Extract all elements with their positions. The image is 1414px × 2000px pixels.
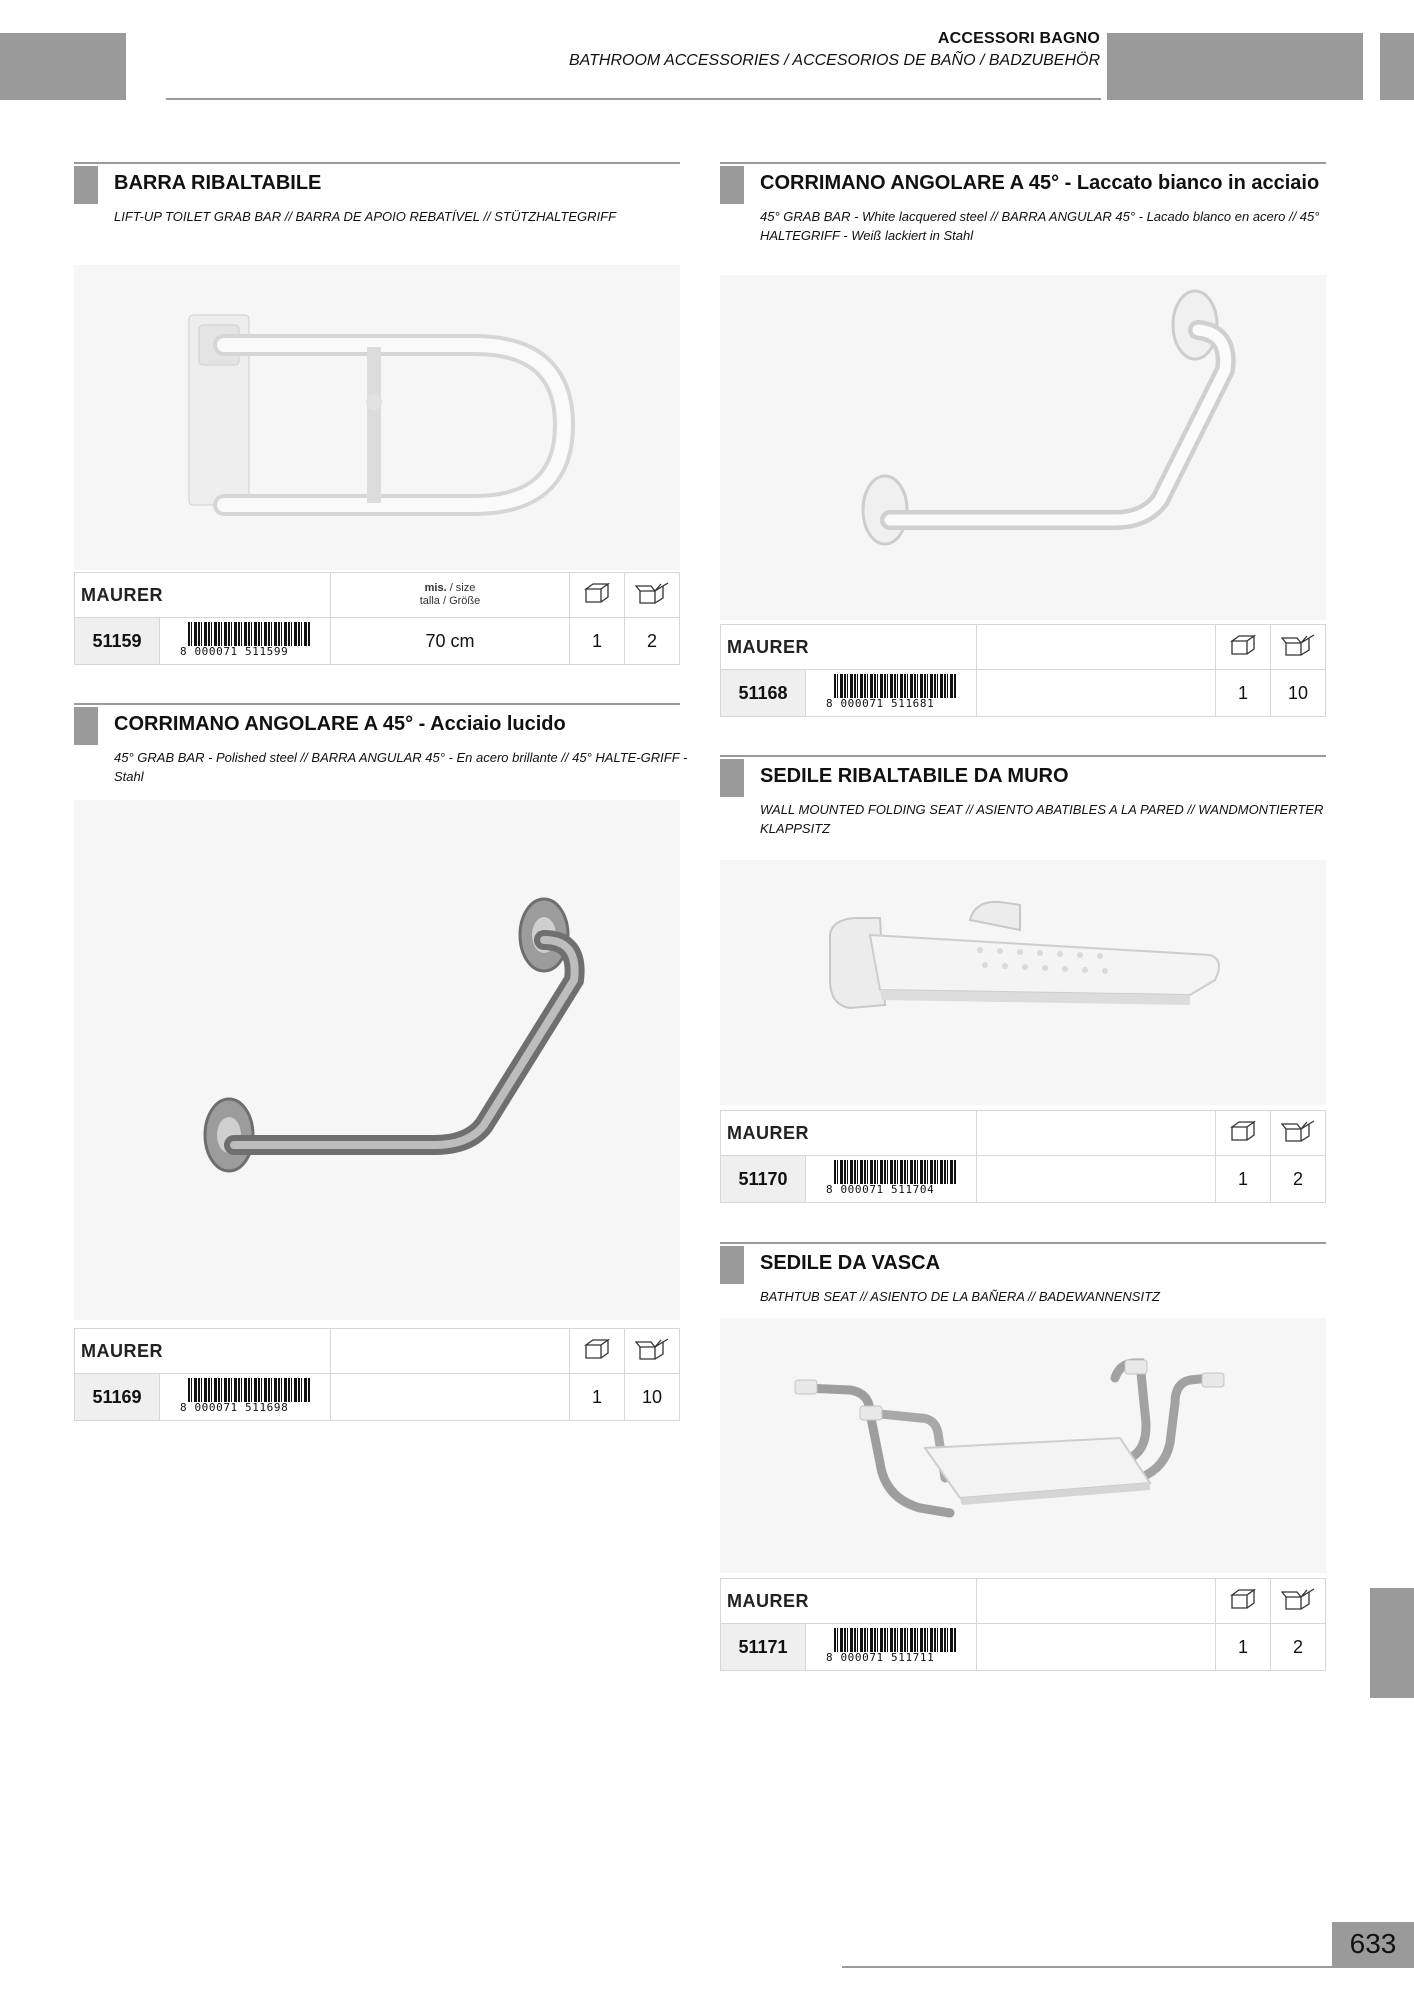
ean-number: 8 000071 511698 [180,1401,289,1414]
right-edge-tab [1370,1588,1414,1698]
size-column-header [977,1579,1216,1624]
section-rule [720,1242,1326,1244]
product-table-51170 [720,1110,1326,1203]
header-right-tab [1107,33,1363,100]
brand-logo: MAURER [721,625,977,670]
barcode-bars [834,674,956,698]
section-marker [720,166,744,204]
lift-up-grab-bar-illustration [74,265,680,570]
section-marker [74,166,98,204]
qty-single: 1 [570,618,625,665]
ean-number: 8 000071 511599 [180,645,289,658]
size-column-header [331,1329,570,1374]
product-size: 70 cm [331,618,570,665]
section-rule [720,755,1326,757]
product-code: 51171 [721,1624,806,1671]
product-code: 51169 [75,1374,160,1421]
product-image-51168 [720,275,1326,620]
open-box-icon [1271,625,1326,670]
product-subtitle: LIFT-UP TOILET GRAB BAR // BARRA DE APOIO REBATÍVEL // STÜTZHALTEGRIFF [114,209,617,224]
box-icon [570,1329,625,1374]
product-title: SEDILE DA VASCA [760,1252,941,1274]
product-section-51159 [74,162,680,222]
product-table-51159 [74,572,680,665]
header-rule [166,98,1101,100]
barcode-bars [188,622,310,646]
product-code: 51159 [75,618,160,665]
open-box-icon [625,573,680,618]
product-code: 51168 [721,670,806,717]
product-code: 51170 [721,1156,806,1203]
qty-pack: 2 [1271,1156,1326,1203]
qty-single: 1 [1216,1624,1271,1671]
product-subtitle: WALL MOUNTED FOLDING SEAT // ASIENTO ABATIBLES A LA PARED // WANDMONTIERTER KLAPPSITZ [760,802,1324,836]
open-box-icon [1271,1111,1326,1156]
header-edge-tab [1380,33,1414,100]
ean-barcode [806,1624,977,1671]
product-section-51170 [720,755,1326,835]
product-table-51171 [720,1578,1326,1671]
size-column-header [977,625,1216,670]
product-image-51169 [74,800,680,1320]
page-number: 633 [1332,1922,1414,1966]
section-rule [74,162,680,164]
qty-single: 1 [1216,670,1271,717]
product-subtitle: 45° GRAB BAR - Polished steel // BARRA ANGULAR 45° - En acero brillante // 45° HALTE-GRIFF - Stahl [114,750,688,784]
product-section-51169 [74,703,688,784]
qty-pack: 10 [625,1374,680,1421]
bathtub-seat-illustration [720,1318,1326,1573]
size-column-header: mis. / size talla / Größe [331,573,570,618]
brand-logo: MAURER [721,1111,977,1156]
product-image-51170 [720,860,1326,1105]
product-subtitle: BATHTUB SEAT // ASIENTO DE LA BAÑERA // BADEWANNENSITZ [760,1289,1160,1304]
ean-barcode [160,618,331,665]
open-box-icon [625,1329,680,1374]
catalog-section-subtitle: BATHROOM ACCESSORIES / ACCESORIOS DE BAÑO / BADZUBEHÖR [568,52,1100,69]
ean-number: 8 000071 511681 [826,697,935,710]
ean-barcode [160,1374,331,1421]
qty-pack: 2 [625,618,680,665]
footer-rule [842,1966,1414,1968]
box-icon [570,573,625,618]
product-image-51171 [720,1318,1326,1573]
brand-logo: MAURER [75,573,331,618]
qty-pack: 2 [1271,1624,1326,1671]
white-grab-bar-illustration [720,275,1326,620]
qty-pack: 10 [1271,670,1326,717]
product-section-51171 [720,1242,1326,1312]
ean-barcode [806,670,977,717]
product-title: SEDILE RIBALTABILE DA MURO [760,765,1069,787]
section-marker [720,1246,744,1284]
section-rule [720,162,1326,164]
product-size [977,1624,1216,1671]
barcode-bars [834,1160,956,1184]
product-title: CORRIMANO ANGOLARE A 45° - Laccato bianco in acciaio [760,172,1320,194]
box-icon [1216,625,1271,670]
product-table-51169 [74,1328,680,1421]
product-section-51168 [720,162,1326,242]
section-rule [74,703,680,705]
product-size [977,670,1216,717]
ean-number: 8 000071 511711 [826,1651,935,1664]
product-table-51168 [720,624,1326,717]
barcode-bars [188,1378,310,1402]
barcode-bars [834,1628,956,1652]
ean-number: 8 000071 511704 [826,1183,935,1196]
product-size [977,1156,1216,1203]
box-icon [1216,1111,1271,1156]
product-subtitle: 45° GRAB BAR - White lacquered steel // BARRA ANGULAR 45° - Lacado blanco en acero // 45° HALTEGRIFF - Weiß lackiert in Stahl [760,209,1320,243]
product-image-51159 [74,265,680,570]
size-column-header [977,1111,1216,1156]
product-size [331,1374,570,1421]
qty-single: 1 [570,1374,625,1421]
qty-single: 1 [1216,1156,1271,1203]
product-title: CORRIMANO ANGOLARE A 45° - Acciaio lucido [114,713,566,735]
brand-logo: MAURER [75,1329,331,1374]
catalog-section-title: ACCESSORI BAGNO [937,30,1100,47]
product-title: BARRA RIBALTABILE [114,172,322,194]
header-left-tab [0,33,126,100]
section-marker [720,759,744,797]
section-marker [74,707,98,745]
brand-logo: MAURER [721,1579,977,1624]
box-icon [1216,1579,1271,1624]
folding-seat-illustration [720,860,1326,1105]
ean-barcode [806,1156,977,1203]
open-box-icon [1271,1579,1326,1624]
polished-grab-bar-illustration [74,800,680,1320]
